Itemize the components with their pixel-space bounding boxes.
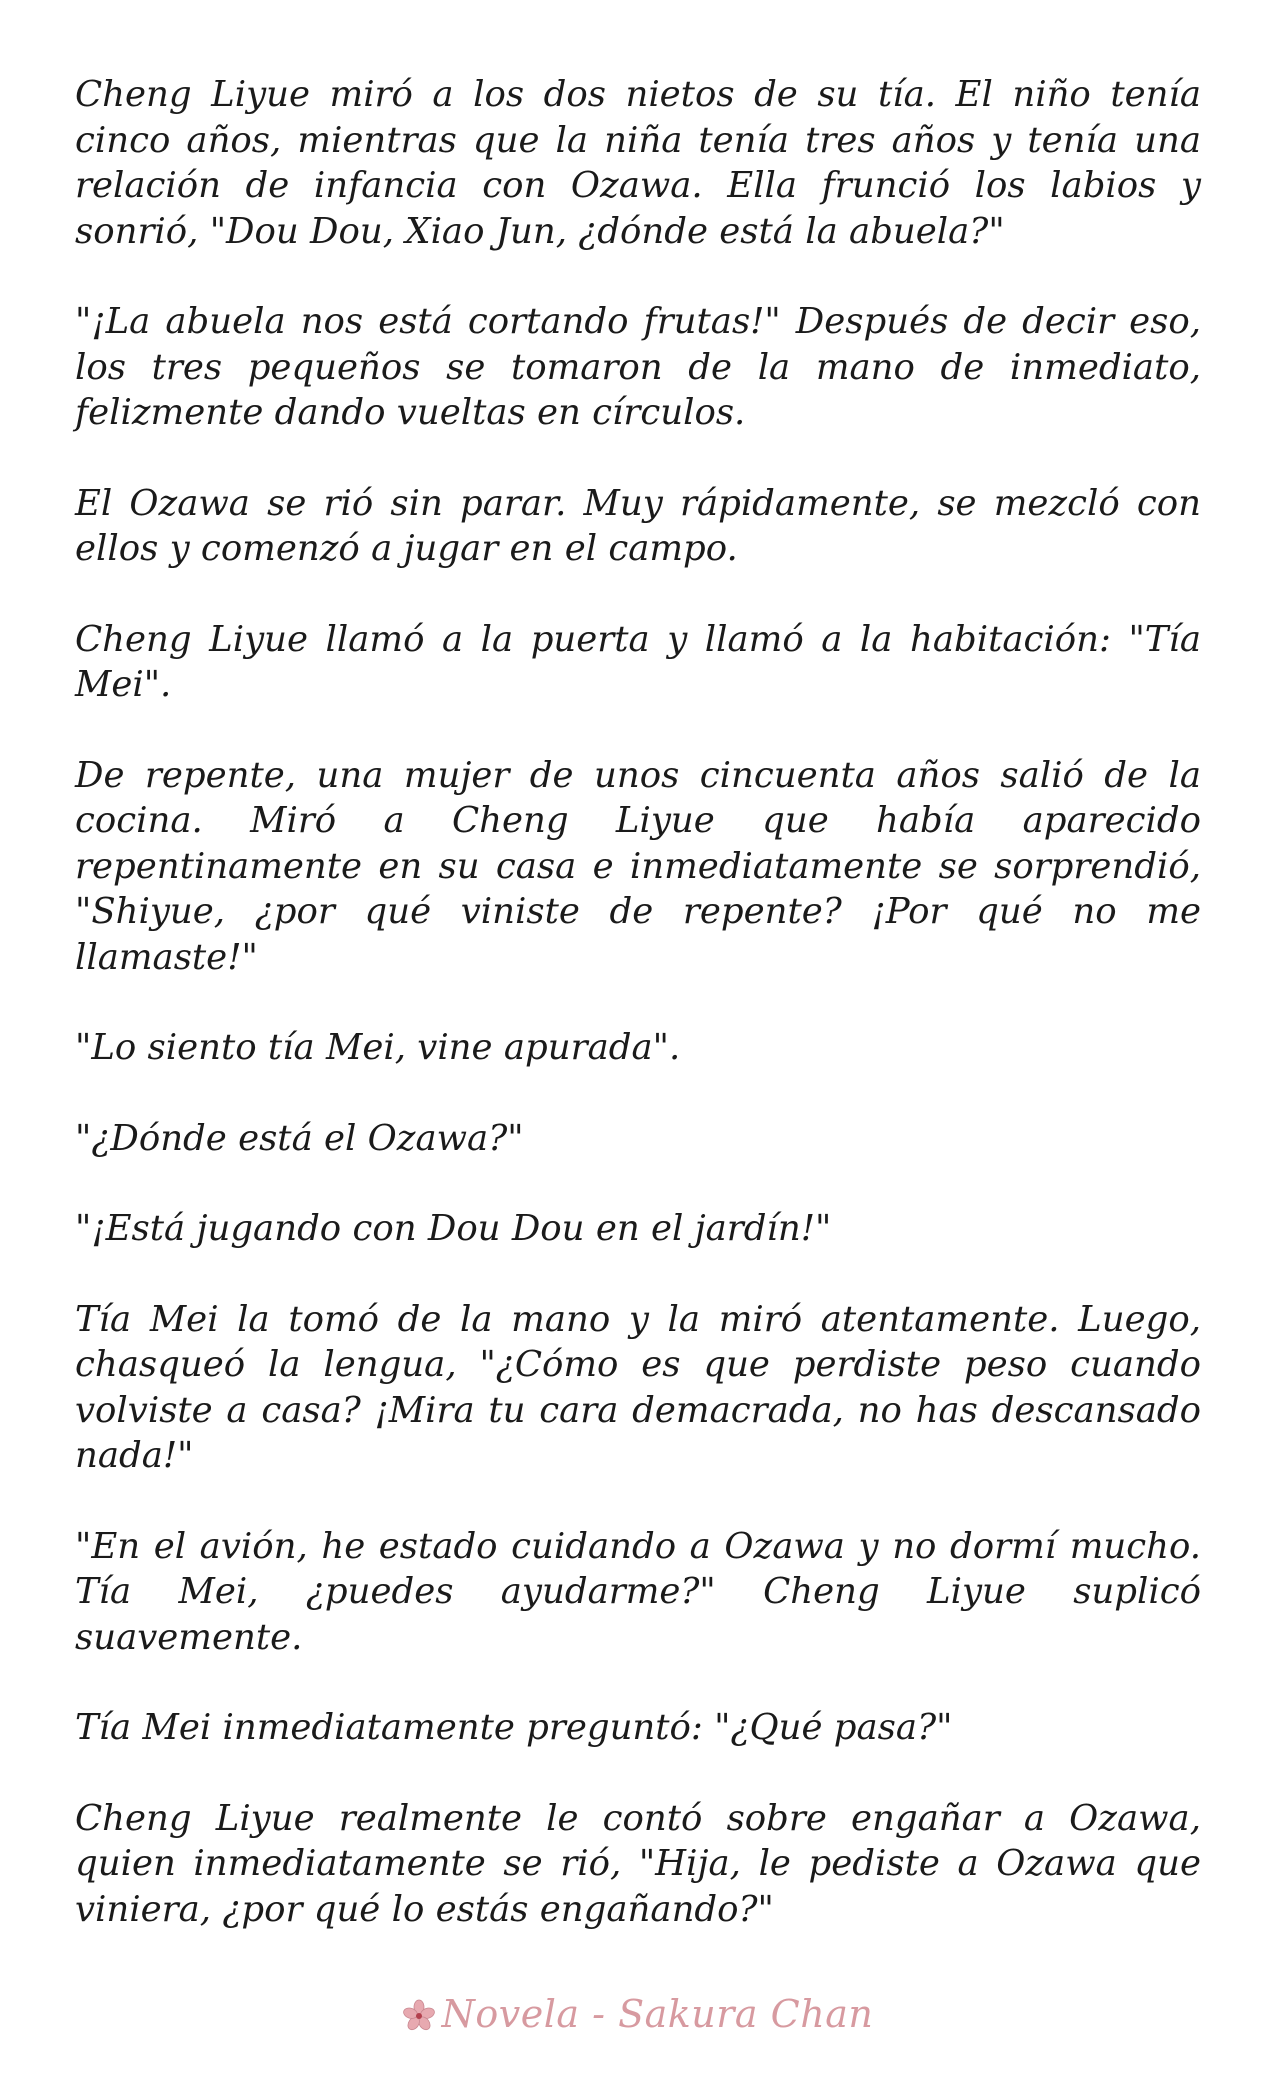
watermark-text: Novela - Sakura Chan	[441, 1992, 874, 2036]
paragraph-6: "Lo siento tía Mei, vine apurada".	[75, 1027, 681, 1068]
paragraph-12: Cheng Liyue realmente le contó sobre engañar a Ozawa, quien inmediatamente se rió, "Hija, le pediste a Ozawa que viniera, ¿por qué lo estás engañando?"	[75, 1797, 1201, 1930]
paragraph-8: "¡Está jugando con Dou Dou en el jardín!"	[75, 1208, 832, 1249]
watermark	[0, 1992, 1275, 2036]
paragraph-4: Cheng Liyue llamó a la puerta y llamó a la habitación: "Tía Mei".	[75, 618, 1201, 705]
sakura-blossom-icon	[402, 1998, 436, 2032]
paragraph-1: Cheng Liyue miró a los dos nietos de su tía. El niño tenía cinco años, mientras que la niña tenía tres años y tenía una relación de infancia con Ozawa. Ella frunció los labios y sonrió, "Dou Dou, Xiao Jun, ¿dónde está la abuela?"	[75, 74, 1201, 252]
paragraph-5: De repente, una mujer de unos cincuenta años salió de la cocina. Miró a Cheng Liyue que había aparecido repentinamente en su casa e inmediatamente se sorprendió, "Shiyue, ¿por qué viniste de repente? ¡Por qué no me llamaste!"	[75, 754, 1201, 978]
paragraph-3: El Ozawa se rió sin parar. Muy rápidamente, se mezcló con ellos y comenzó a jugar en el campo.	[75, 482, 1201, 569]
document-body	[75, 72, 1201, 1977]
paragraph-9: Tía Mei la tomó de la mano y la miró atentamente. Luego, chasqueó la lengua, "¿Cómo es que perdiste peso cuando volviste a casa? ¡Mira tu cara demacrada, no has descansado nada!"	[75, 1298, 1201, 1476]
paragraph-7: "¿Dónde está el Ozawa?"	[75, 1117, 524, 1159]
paragraph-2: "¡La abuela nos está cortando frutas!" Después de decir eso, los tres pequeños se tomaron de la mano de inmediato, felizmente dando vueltas en círculos.	[75, 301, 1201, 433]
paragraph-11: Tía Mei inmediatamente preguntó: "¿Qué pasa?"	[75, 1707, 953, 1748]
paragraph-10: "En el avión, he estado cuidando a Ozawa y no dormí mucho. Tía Mei, ¿puedes ayudarme?" Cheng Liyue suplicó suavemente.	[75, 1525, 1201, 1658]
